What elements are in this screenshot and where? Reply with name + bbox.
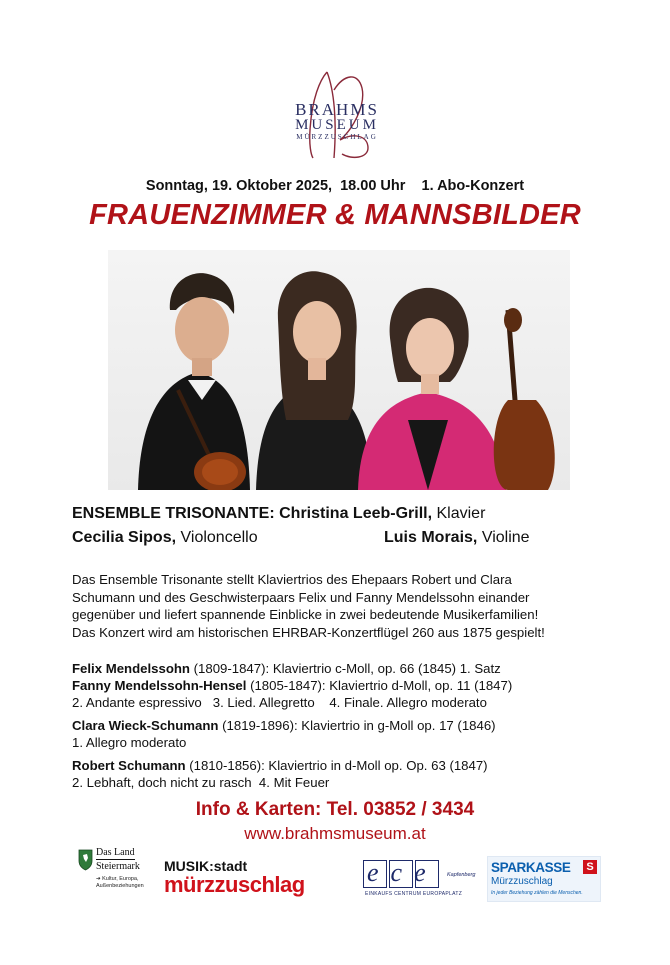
- work-details: (1819-1896): Klaviertrio in g-Moll op. 17 (1846): [218, 718, 496, 733]
- ece-letters: ece: [367, 858, 438, 887]
- ensemble-line-2a: [72, 529, 258, 547]
- ece-place: Kapfenberg: [447, 872, 476, 878]
- sponsor-ece: [365, 858, 475, 900]
- member-3-instrument: Violine: [481, 529, 530, 546]
- concert-title: FRAUENZIMMER & MANNSBILDER: [89, 199, 581, 231]
- program-item: [72, 757, 612, 775]
- brahms-museum-logo: [282, 70, 392, 160]
- work-details: (1809-1847): Klaviertrio c-Moll, op. 66 (1845) 1. Satz: [189, 661, 501, 676]
- concert-date-line: Sonntag, 19. Oktober 2025, 18.00 Uhr 1. Abo-Konzert: [145, 178, 525, 194]
- sparkasse-slogan: In jeder Beziehung zählen die Menschen.: [491, 890, 583, 896]
- land-line-2: Steiermark: [96, 861, 140, 872]
- member-2-name: Cecilia Sipos,: [72, 529, 177, 546]
- program-movements: 1. Allegro moderato: [72, 735, 187, 750]
- program-item: [72, 677, 612, 695]
- musik-line-1: MUSIK:stadt: [164, 858, 248, 874]
- sparkasse-s-icon: S: [583, 860, 597, 874]
- sparkasse-name: SPARKASSE: [491, 860, 571, 875]
- website-link[interactable]: www.brahmsmuseum.at: [244, 824, 426, 843]
- ensemble-photo-illustration: [108, 250, 570, 490]
- land-line-3: ➔ Kultur, Europa, Außenbeziehungen: [96, 876, 144, 889]
- logo-line-3: MÜRZZUSCHLAG: [296, 133, 378, 141]
- composer-name: Felix Mendelssohn: [72, 661, 190, 676]
- work-details: (1805-1847): Klaviertrio d-Moll, op. 11 (1847): [246, 678, 513, 693]
- program-item: [72, 717, 612, 735]
- composer-name: Clara Wieck-Schumann: [72, 718, 219, 733]
- program-item: [72, 660, 612, 678]
- ensemble-line-2b: [384, 529, 530, 547]
- member-1-instrument: Klavier: [436, 505, 486, 522]
- composer-name: Fanny Mendelssohn-Hensel: [72, 678, 247, 693]
- steiermark-shield-icon: [78, 849, 93, 871]
- concert-description: [72, 571, 612, 641]
- sponsor-sparkasse: [487, 856, 601, 902]
- work-details: (1810-1856): Klaviertrio in d-Moll op. Op. 63 (1847): [185, 758, 488, 773]
- logo-line-2: MUSEUM: [295, 117, 379, 133]
- musik-line-2: mürzzuschlag: [164, 872, 305, 897]
- sponsor-land-steiermark: [78, 845, 156, 897]
- land-line-1: Das Land: [96, 847, 135, 858]
- sponsor-musikstadt: [164, 858, 350, 898]
- description-line: Das Ensemble Trisonante stellt Klaviertrios des Ehepaars Robert und Clara: [72, 572, 512, 587]
- ticket-info: Info & Karten: Tel. 03852 / 3434: [195, 799, 475, 820]
- sparkasse-town: Mürzzuschlag: [491, 876, 553, 887]
- composer-name: Robert Schumann: [72, 758, 186, 773]
- ensemble-line-1: [72, 505, 602, 523]
- ece-subtitle: EINKAUFS CENTRUM EUROPAPLATZ: [365, 891, 463, 897]
- logo-line-1: BRAHMS: [295, 100, 379, 119]
- description-line: Das Konzert wird am historischen EHRBAR-Konzertflügel 260 aus 1875 gespielt!: [72, 624, 545, 640]
- description-line: gegenüber und liefert spannende Einblicke in zwei bedeutende Musikerfamilien!: [72, 607, 539, 623]
- program-movements: 2. Andante espressivo 3. Lied. Allegretto 4. Finale. Allegro moderato: [72, 695, 487, 710]
- member-3-name: Luis Morais,: [384, 529, 478, 546]
- member-1-name: Christina Leeb-Grill,: [279, 505, 433, 522]
- ensemble-photo: [108, 250, 570, 490]
- member-2-instrument: Violoncello: [180, 529, 258, 546]
- description-line: Schumann und des Geschwisterpaars Felix und Fanny Mendelssohn einander: [72, 589, 530, 605]
- program-movements: 2. Lebhaft, doch nicht zu rasch 4. Mit Feuer: [72, 775, 330, 790]
- ensemble-name: ENSEMBLE TRISONANTE:: [72, 505, 275, 522]
